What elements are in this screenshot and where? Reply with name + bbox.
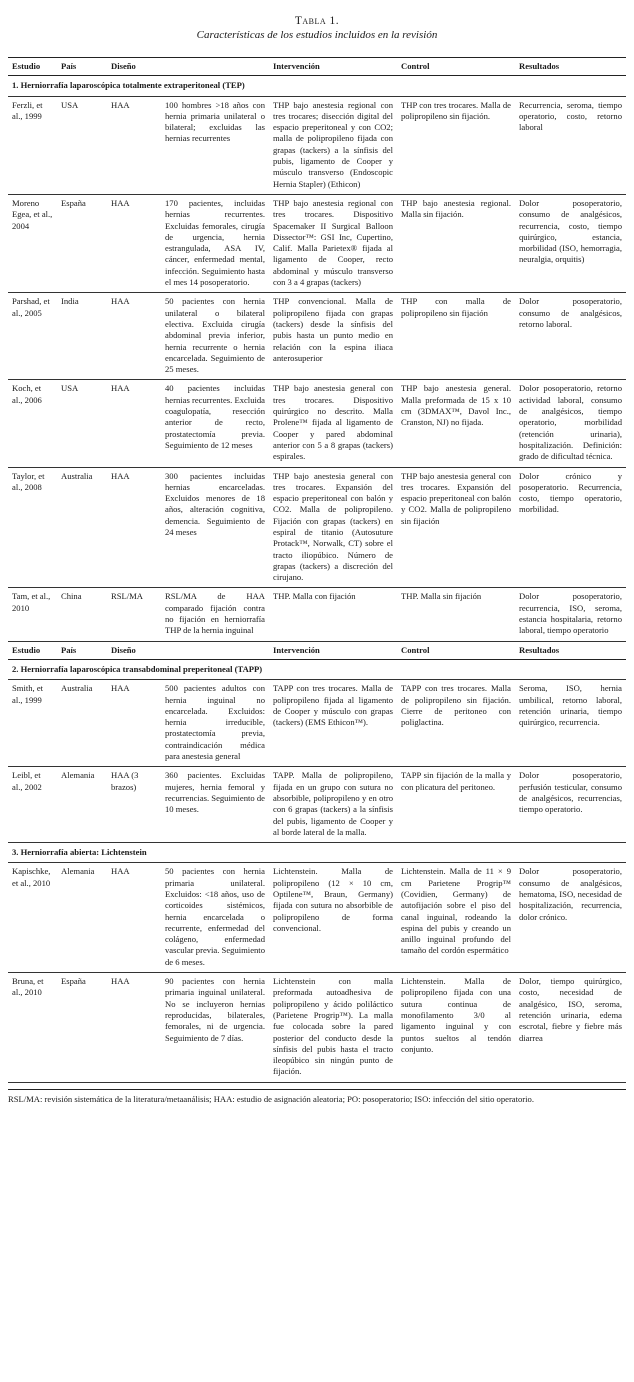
table-cell: THP. Malla con fijación: [269, 588, 397, 641]
table-cell: Parshad, et al., 2005: [8, 293, 57, 380]
section-heading-row: [8, 659, 626, 679]
table-cell: THP. Malla sin fijación: [397, 588, 515, 641]
table-cell: TAPP sin fijación de la malla y con plicatura del peritoneo.: [397, 767, 515, 843]
section-title: 1. Herniorrafía laparoscópica totalmente extraperitoneal (TEP): [8, 76, 626, 96]
table-cell: THP convencional. Malla de polipropileno fijada con grapas (tackers) desde la sínfisis del pubis hasta un punto medio en relación con la espina iliaca anterosuperior: [269, 293, 397, 380]
table-cell: HAA (3 brazos): [107, 767, 161, 843]
table-cell: Dolor posoperatorio, consumo de analgésicos, hematoma, ISO, necesidad de hospitalización, recurrencia, dolor crónico.: [515, 863, 626, 973]
table-cell: TAPP. Malla de polipropileno, fijada en un grupo con sutura no absorbible, polipropileno y en otro con 6 grapas (tackers) a la sínfisis del pubis, ligamento de Cooper y al borde lateral de la malla.: [269, 767, 397, 843]
column-header: Intervención: [269, 58, 397, 76]
table-cell: TAPP con tres trocares. Malla de polipropileno fijada al ligamento de Cooper y músculo con grapas (tackers) (EMS Ethicon™).: [269, 680, 397, 767]
column-header: [161, 641, 269, 659]
table-cell: Dolor posoperatorio, consumo de analgésicos, retorno laboral.: [515, 293, 626, 380]
table-cell: Lichtenstein con malla preformada autoadhesiva de polipropileno y ácido poliláctico (Parietene Progrip™). La malla fue colocada sobre la pared posterior del conducto desde la sínfisis del pubis hasta el tracto ileopúbico sin ningún punto de fijación.: [269, 973, 397, 1083]
table-cell: Dolor, tiempo quirúrgico, costo, necesidad de analgésico, ISO, seroma, retención urinaria, edema escrotal, fiebre y fiebre más diarrea: [515, 973, 626, 1083]
section-title: 2. Herniorrafía laparoscópica transabdominal preperitoneal (TAPP): [8, 659, 626, 679]
table-cell: Australia: [57, 680, 107, 767]
table-cell: THP bajo anestesia regional. Malla sin fijación.: [397, 194, 515, 292]
table-row: [8, 380, 626, 467]
table-cell: USA: [57, 96, 107, 194]
table-cell: HAA: [107, 467, 161, 588]
table-cell: HAA: [107, 863, 161, 973]
table-row: [8, 293, 626, 380]
table-cell: THP bajo anestesia general con tres trocares. Expansión del espacio preperitoneal con balón y CO2. Malla de polipropileno sin fijación: [397, 467, 515, 588]
table-cell: España: [57, 973, 107, 1083]
table-row: [8, 863, 626, 973]
column-header: País: [57, 58, 107, 76]
column-header: Control: [397, 641, 515, 659]
table-cell: Taylor, et al., 2008: [8, 467, 57, 588]
table-cell: 50 pacientes con hernia primaria unilateral. Excluidos: <18 años, uso de corticoides sistémicos, hernia encarcelada o recurrente, enfermedad del colágeno, enfermedad vascular previa. Seguimiento de 6 meses.: [161, 863, 269, 973]
table-cell: THP bajo anestesia regional con tres trocares. Dispositivo Spacemaker II Surgical Balloon Dissector™: GSI Inc, Cupertino, Calif. Malla Parietex® fijada al ligamento de Cooper, recto abdominal y músculo transverso con 3 a 4 grapas (tackers): [269, 194, 397, 292]
table-cell: RSL/MA: [107, 588, 161, 641]
table-cell: 170 pacientes, incluidas hernias recurrentes. Excluidas femorales, cirugía de urgencia, hernia estrangulada, ASA IV, cáncer, enfermedad mental, infección. Seguimiento hasta el mes 14 posoperatorio.: [161, 194, 269, 292]
table-cell: Lichtenstein. Malla de polipropileno (12 × 10 cm, Optilene™, Braun, Germany) fijada con sutura no absorbible de polipropileno de forma convencional.: [269, 863, 397, 973]
table-subtitle: Características de los estudios incluidos en la revisión: [196, 29, 438, 41]
column-header: Estudio: [8, 641, 57, 659]
table-cell: 500 pacientes adultos con hernia inguinal no encarcelada. Excluidos: hernia irreducible, prostatectomía previa, contraindicación médica para anestesia general: [161, 680, 269, 767]
table-cell: THP bajo anestesia general con tres trocares. Dispositivo quirúrgico no descrito. Malla Prolene™ fijada al ligamento de Cooper y pared abdominal anterior con 5 a 8 grapas (tackers) espirales.: [269, 380, 397, 467]
section-heading-row: [8, 843, 626, 863]
table-cell: THP bajo anestesia general. Malla preformada de 15 x 10 cm (3DMAX™, Davol Inc., Cranston, NJ) no fijada.: [397, 380, 515, 467]
table-row: [8, 680, 626, 767]
table-cell: Alemania: [57, 863, 107, 973]
table-cell: Seroma, ISO, hernia umbilical, retorno laboral, retención urinaria, tiempo quirúrgico, recurrencia.: [515, 680, 626, 767]
table-cell: HAA: [107, 680, 161, 767]
table-cell: España: [57, 194, 107, 292]
column-header: Resultados: [515, 641, 626, 659]
table-cell: Lichtenstein. Malla de 11 × 9 cm Parietene Progrip™ (Covidien, Germany) de autofijación sobre el piso del canal inguinal, rodeando la espina del pubis y creando un anillo inguinal profundo del tamaño del cordón espermático: [397, 863, 515, 973]
table-row: [8, 767, 626, 843]
table-cell: HAA: [107, 380, 161, 467]
table-cell: Smith, et al., 1999: [8, 680, 57, 767]
column-header: Estudio: [8, 58, 57, 76]
table-cell: Dolor crónico y posoperatorio. Recurrencia, costo, tiempo operatorio, morbilidad.: [515, 467, 626, 588]
section-heading-row: [8, 76, 626, 96]
table-cell: Dolor posoperatorio, retorno actividad laboral, consumo de analgésicos, tiempo operatorio, morbilidad (retención urinaria), hospitalización. Definición: grado de dificultad técnica.: [515, 380, 626, 467]
table-header-row: [8, 641, 626, 659]
table-cell: THP con tres trocares. Malla de polipropileno sin fijación.: [397, 96, 515, 194]
table-cell: Moreno Egea, et al., 2004: [8, 194, 57, 292]
table-cell: 90 pacientes con hernia primaria inguinal unilateral. No se incluyeron hernias reproducidas, bilaterales, femorales, ni de urgencia. Seguimiento de 7 días.: [161, 973, 269, 1083]
table-row: [8, 194, 626, 292]
table-cell: India: [57, 293, 107, 380]
column-header: Diseño: [107, 641, 161, 659]
table-cell: HAA: [107, 194, 161, 292]
table-cell: Kapischke, et al., 2010: [8, 863, 57, 973]
column-header: Intervención: [269, 641, 397, 659]
table-cell: TAPP con tres trocares. Malla de polipropileno sin fijación. Cierre de peritoneo con poliglactina.: [397, 680, 515, 767]
table-cell: Leibl, et al., 2002: [8, 767, 57, 843]
table-cell: HAA: [107, 96, 161, 194]
table-body: [8, 58, 626, 1083]
table-title: Tabla 1.: [294, 15, 340, 27]
table-cell: Tam, et al., 2010: [8, 588, 57, 641]
table-cell: Alemania: [57, 767, 107, 843]
column-header: Resultados: [515, 58, 626, 76]
table-cell: Lichtenstein. Malla de polipropileno fijada con una sutura continua de monofilamento 3/0 al ligamento inguinal y con puntos sueltos al tendón conjunto.: [397, 973, 515, 1083]
table-cell: Dolor posoperatorio, consumo de analgésicos, recurrencia, costo, tiempo quirúrgico, estancia, morbilidad (ISO, hemorragia, neuralgia, orquitis): [515, 194, 626, 292]
table-row: [8, 973, 626, 1083]
table-cell: Dolor posoperatorio, perfusión testicular, consumo de analgésicos, recurrencias, tiempo operatorio.: [515, 767, 626, 843]
table-cell: HAA: [107, 973, 161, 1083]
table-cell: 40 pacientes incluidas hernias recurrentes. Excluida coagulopatía, resección anterior de recto, prostatectomía previa. Seguimiento de 12 meses: [161, 380, 269, 467]
column-header: País: [57, 641, 107, 659]
table-header-row: [8, 58, 626, 76]
table-row: [8, 467, 626, 588]
studies-table: [8, 57, 626, 1083]
table-footnote: RSL/MA: revisión sistemática de la literatura/metaanálisis; HAA: estudio de asignación aleatoria; PO: posoperatorio; ISO: infección del sitio operatorio.: [8, 1089, 626, 1106]
table-row: [8, 96, 626, 194]
table-row: [8, 588, 626, 641]
table-cell: Koch, et al., 2006: [8, 380, 57, 467]
table-cell: Ferzli, et al., 1999: [8, 96, 57, 194]
table-page: [8, 0, 626, 1105]
table-cell: Dolor posoperatorio, recurrencia, ISO, seroma, estancia hospitalaria, retorno laboral, tiempo operatorio: [515, 588, 626, 641]
table-cell: Australia: [57, 467, 107, 588]
column-header: Control: [397, 58, 515, 76]
column-header: [161, 58, 269, 76]
table-cell: 100 hombres >18 años con hernia primaria unilateral o bilateral; excluidas las hernias recurrentes: [161, 96, 269, 194]
table-cell: 360 pacientes. Excluidas mujeres, hernia femoral y recurrencias. Seguimiento de 10 meses.: [161, 767, 269, 843]
table-cell: THP bajo anestesia general con tres trocares. Expansión del espacio preperitoneal con balón y CO2. Malla de polipropileno. Fijación con grapas (tackers) en espiral de titanio (Autosuture Protack™, Norwalk, CT) sobre el tracto iliopúbico. Número de grapas (tackers) a discreción del cirujano.: [269, 467, 397, 588]
section-title: 3. Herniorrafía abierta: Lichtenstein: [8, 843, 626, 863]
table-cell: THP con malla de polipropileno sin fijación: [397, 293, 515, 380]
table-cell: HAA: [107, 293, 161, 380]
table-cell: China: [57, 588, 107, 641]
table-cell: Recurrencia, seroma, tiempo operatorio, costo, retorno laboral: [515, 96, 626, 194]
table-cell: Bruna, et al., 2010: [8, 973, 57, 1083]
table-cell: THP bajo anestesia regional con tres trocares; disección digital del espacio preperitoneal y con CO2; malla de polipropileno fijada con grapas (tackers) a la sínfisis del pubis, ligamento de Cooper y músculo transverso (Endoscopic Hernia Stapler) (Ethicon): [269, 96, 397, 194]
table-cell: RSL/MA de HAA comparado fijación contra no fijación en herniorrafía THP de la hernia inguinal: [161, 588, 269, 641]
table-cell: 50 pacientes con hernia unilateral o bilateral electiva. Excluida cirugía abdominal previa inferior, hernia recurrente o hernia encarcelada. Seguimiento de 25 meses.: [161, 293, 269, 380]
table-cell: USA: [57, 380, 107, 467]
column-header: Diseño: [107, 58, 161, 76]
table-cell: 300 pacientes incluidas hernias encarceladas. Excluidos menores de 18 años, alteración cognitiva, demencia. Seguimiento de 24 meses: [161, 467, 269, 588]
